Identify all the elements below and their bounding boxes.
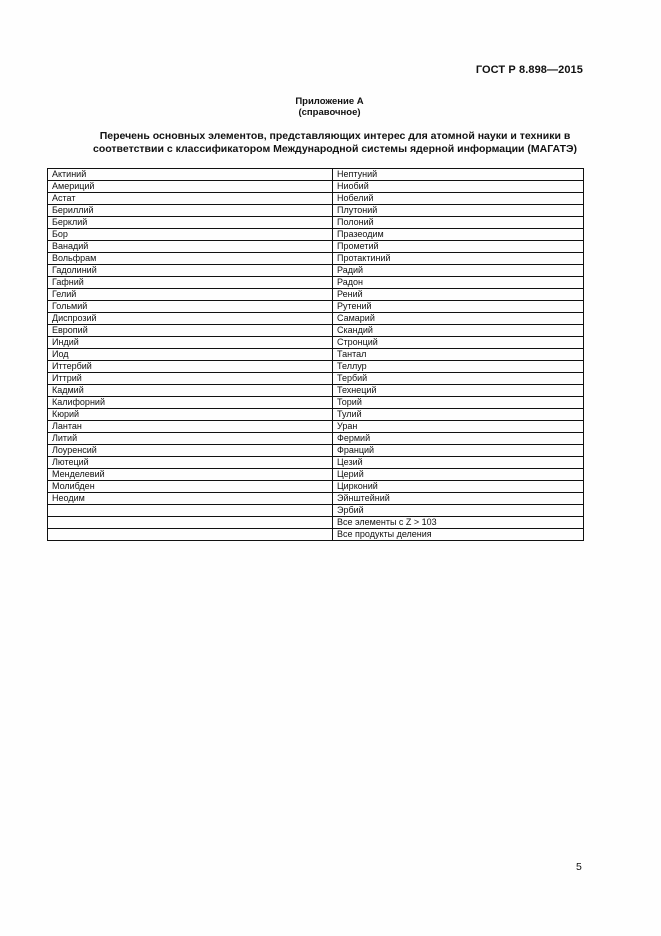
table-row: [48, 325, 584, 337]
table-row: [48, 205, 584, 217]
element-cell-right: Эйнштейний: [333, 493, 584, 505]
element-cell-left: Литий: [48, 433, 333, 445]
element-cell-left: Бериллий: [48, 205, 333, 217]
element-cell-left: Берклий: [48, 217, 333, 229]
element-cell-left: Гелий: [48, 289, 333, 301]
element-cell-left: Диспрозий: [48, 313, 333, 325]
table-row: [48, 373, 584, 385]
element-cell-right: Теллур: [333, 361, 584, 373]
element-cell-left: Вольфрам: [48, 253, 333, 265]
element-cell-right: Цезий: [333, 457, 584, 469]
element-cell-left: Гадолиний: [48, 265, 333, 277]
element-cell-left: Актиний: [48, 169, 333, 181]
table-row: [48, 289, 584, 301]
element-cell-left: Кадмий: [48, 385, 333, 397]
appendix-title: Приложение А: [295, 96, 364, 107]
table-row: [48, 433, 584, 445]
element-cell-left: Лютеций: [48, 457, 333, 469]
table-row: [48, 313, 584, 325]
element-cell-left: Иод: [48, 349, 333, 361]
page-number: 5: [576, 861, 582, 873]
element-cell-left: Индий: [48, 337, 333, 349]
element-cell-right: Полоний: [333, 217, 584, 229]
table-row: [48, 409, 584, 421]
table-row: [48, 169, 584, 181]
element-cell-left: Иттрий: [48, 373, 333, 385]
element-cell-left: Неодим: [48, 493, 333, 505]
element-cell-left: Иттербий: [48, 361, 333, 373]
table-row: [48, 517, 584, 529]
element-cell-left: Молибден: [48, 481, 333, 493]
element-cell-right: Протактиний: [333, 253, 584, 265]
element-cell-right: Самарий: [333, 313, 584, 325]
element-cell-left: Лантан: [48, 421, 333, 433]
element-cell-left: Кюрий: [48, 409, 333, 421]
element-cell-right: Прометий: [333, 241, 584, 253]
table-row: [48, 493, 584, 505]
element-cell-right: Тантал: [333, 349, 584, 361]
table-row: [48, 469, 584, 481]
element-cell-left: Европий: [48, 325, 333, 337]
elements-table: [47, 168, 584, 541]
element-cell-right: Цирконий: [333, 481, 584, 493]
table-row: [48, 397, 584, 409]
element-cell-right: Тулий: [333, 409, 584, 421]
table-row: [48, 505, 584, 517]
table-row: [48, 193, 584, 205]
list-heading: [40, 130, 630, 156]
elements-table-body: [48, 169, 584, 541]
table-row: [48, 277, 584, 289]
element-cell-right: Церий: [333, 469, 584, 481]
table-row: [48, 241, 584, 253]
table-row: [48, 481, 584, 493]
table-row: [48, 217, 584, 229]
element-cell-left: Менделевий: [48, 469, 333, 481]
table-row: [48, 385, 584, 397]
list-heading-line-1: Перечень основных элементов, представляющих интерес для атомной науки и техники в: [99, 130, 571, 142]
element-cell-left: [48, 505, 333, 517]
element-cell-right: Скандий: [333, 325, 584, 337]
table-row: [48, 181, 584, 193]
element-cell-left: Калифорний: [48, 397, 333, 409]
table-row: [48, 337, 584, 349]
element-cell-right: Рутений: [333, 301, 584, 313]
element-cell-right: Эрбий: [333, 505, 584, 517]
table-row: [48, 445, 584, 457]
table-row: [48, 229, 584, 241]
element-cell-right: Плутоний: [333, 205, 584, 217]
table-row: [48, 301, 584, 313]
table-row: [48, 457, 584, 469]
element-cell-right: Радий: [333, 265, 584, 277]
appendix-title-block: [0, 96, 661, 118]
element-cell-right: Рений: [333, 289, 584, 301]
element-cell-right: Нобелий: [333, 193, 584, 205]
table-row: [48, 361, 584, 373]
element-cell-right: Празеодим: [333, 229, 584, 241]
element-cell-left: Астат: [48, 193, 333, 205]
table-row: [48, 421, 584, 433]
element-cell-right: Стронций: [333, 337, 584, 349]
element-cell-right: Ниобий: [333, 181, 584, 193]
element-cell-left: Лоуренсий: [48, 445, 333, 457]
table-row: [48, 253, 584, 265]
element-cell-left: Америций: [48, 181, 333, 193]
element-cell-right: Франций: [333, 445, 584, 457]
element-cell-left: Ванадий: [48, 241, 333, 253]
document-code: ГОСТ Р 8.898—2015: [475, 64, 583, 76]
element-cell-right: Уран: [333, 421, 584, 433]
element-cell-right: Тербий: [333, 373, 584, 385]
element-cell-right: Нептуний: [333, 169, 584, 181]
element-cell-right: Все элементы с Z > 103: [333, 517, 584, 529]
element-cell-left: [48, 529, 333, 541]
element-cell-right: Все продукты деления: [333, 529, 584, 541]
element-cell-right: Технеций: [333, 385, 584, 397]
table-row: [48, 349, 584, 361]
appendix-note: (справочное): [298, 107, 361, 118]
element-cell-left: Гольмий: [48, 301, 333, 313]
element-cell-right: Фермий: [333, 433, 584, 445]
element-cell-left: [48, 517, 333, 529]
element-cell-right: Радон: [333, 277, 584, 289]
list-heading-line-2: соответствии с классификатором Международной системы ядерной информации (МАГАТЭ): [93, 143, 577, 155]
element-cell-right: Торий: [333, 397, 584, 409]
element-cell-left: Бор: [48, 229, 333, 241]
element-cell-left: Гафний: [48, 277, 333, 289]
table-row: [48, 265, 584, 277]
table-row: [48, 529, 584, 541]
